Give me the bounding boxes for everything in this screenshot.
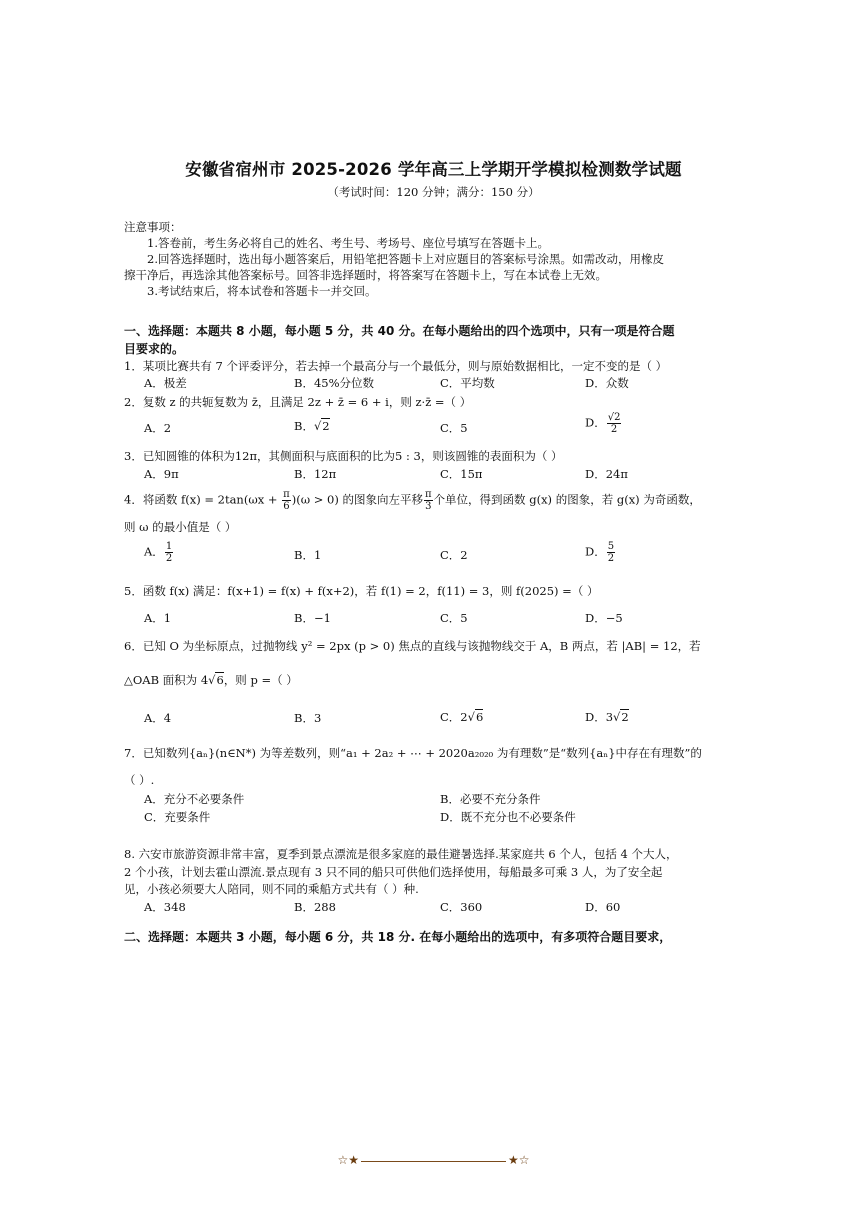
- q6-option-d-radicand: 2: [621, 710, 629, 724]
- q1-option-d: D．众数: [585, 376, 629, 390]
- question-7: 7．已知数列{aₙ}(n∈N*) 为等差数列，则“a₁ + 2a₂ + ⋯ + 2020a₂₀₂₀ 为有理数”是“数列{aₙ}中存在有理数”的: [124, 746, 702, 760]
- fraction-denominator: 2: [165, 553, 173, 564]
- q3-option-c: C．15π: [440, 467, 483, 481]
- question-2: 2．复数 z 的共轭复数为 z̄，且满足 2z + z̄ = 6 + i，则 z·z̄ =（ ）: [124, 395, 472, 409]
- section-2-heading: 二、选择题：本题共 3 小题，每小题 6 分，共 18 分. 在每小题给出的选项中，有多项符合题目要求，: [124, 930, 672, 944]
- q5-option-c: C．5: [440, 611, 468, 625]
- q3-option-a: A．9π: [144, 467, 179, 481]
- question-8-cont-2: 见，小孩必须要大人陪同，则不同的乘船方式共有（ ）种.: [124, 882, 419, 896]
- question-4-cont: 则 ω 的最小值是（ ）: [124, 520, 237, 534]
- fraction-numerator: 1: [165, 541, 173, 552]
- q2-option-d: [585, 412, 622, 435]
- q4-option-d: [585, 541, 616, 564]
- q4-option-a: [144, 541, 174, 564]
- section-1-heading-cont: 目要求的。: [124, 342, 185, 356]
- question-6-cont: △OAB 面积为 4√6，则 p =（ ）: [124, 673, 298, 687]
- question-8: 8. 六安市旅游资源非常丰富，夏季到景点漂流是很多家庭的最佳避暑选择.某家庭共 6 个人，包括 4 个大人，: [124, 847, 678, 861]
- q4-option-d-label: D．: [585, 544, 606, 559]
- q8-option-b: B．288: [294, 900, 336, 914]
- q7-option-d: D．既不充分也不必要条件: [440, 810, 576, 824]
- q4-option-a-label: A．: [144, 544, 164, 559]
- q4-fraction-pi-3: [424, 489, 433, 512]
- q7-option-b: B．必要不充分条件: [440, 792, 541, 806]
- q4-stem-part-1: 4．将函数 f(x) = 2tan(ωx +: [124, 492, 282, 507]
- page-footer-ornament: [0, 1153, 867, 1167]
- q6-option-c-label: C．2: [440, 710, 468, 724]
- fraction-denominator: 6: [283, 501, 290, 512]
- q5-option-b: B．−1: [294, 611, 331, 625]
- q4-option-c: C．2: [440, 548, 468, 562]
- footer-divider-line: [361, 1161, 506, 1162]
- q2-option-d-label: D．: [585, 415, 606, 430]
- q6-option-b: B．3: [294, 711, 322, 725]
- fraction-denominator: 2: [610, 424, 618, 435]
- q6-option-c: C．2√6: [440, 710, 484, 724]
- q6-option-d: D．3√2: [585, 710, 629, 724]
- fraction-numerator: 5: [607, 541, 615, 552]
- q4-option-a-fraction: [165, 541, 173, 564]
- q6-option-a: A．4: [144, 711, 172, 725]
- q5-option-a: A．1: [144, 611, 172, 625]
- q8-option-c: C．360: [440, 900, 483, 914]
- q2-option-a: A．2: [144, 421, 172, 435]
- q2-option-b: B．√2: [294, 419, 330, 433]
- q7-option-a: A．充分不必要条件: [144, 792, 245, 806]
- question-8-cont-1: 2 个小孩，计划去霍山漂流.景点现有 3 只不同的船只可供他们选择使用，每船最多可乘 3 人，为了安全起: [124, 865, 663, 879]
- q1-option-c: C．平均数: [440, 376, 495, 390]
- question-7-cont: （ ）.: [124, 773, 155, 787]
- q4-option-b: B．1: [294, 548, 322, 562]
- q4-stem-part-3: 个单位，得到函数 g(x) 的图象，若 g(x) 为奇函数，: [433, 492, 701, 507]
- fraction-numerator: π: [424, 489, 432, 500]
- star-icon-left: ☆★: [337, 1153, 359, 1167]
- q4-option-d-fraction: [607, 541, 615, 564]
- fraction-denominator: 3: [425, 501, 432, 512]
- q6-option-c-radicand: 6: [475, 710, 484, 724]
- q4-fraction-pi-6: [282, 489, 291, 512]
- fraction-numerator: π: [283, 489, 290, 500]
- question-3: 3．已知圆锥的体积为12π，其侧面积与底面积的比为5 : 3，则该圆锥的表面积为（ ）: [124, 449, 563, 463]
- q6-stem-part-1: △OAB 面积为 4: [124, 673, 209, 687]
- q8-option-a: A．348: [144, 900, 186, 914]
- fraction-numerator: √2: [607, 412, 621, 423]
- q1-option-b: B．45%分位数: [294, 376, 375, 390]
- question-6: 6．已知 O 为坐标原点，过抛物线 y² = 2px (p > 0) 焦点的直线与该抛物线交于 A，B 两点，若 |AB| = 12，若: [124, 639, 701, 653]
- notice-item-1: 1.答卷前，考生务必将自己的姓名、考生号、考场号、座位号填写在答题卡上。: [147, 236, 549, 250]
- q2-option-b-radicand: 2: [322, 419, 330, 433]
- q2-option-b-label: B．: [294, 419, 314, 433]
- q3-option-b: B．12π: [294, 467, 337, 481]
- notice-item-3: 3.考试结束后，将本试卷和答题卡一并交回。: [147, 284, 377, 298]
- notice-item-2: 2.回答选择题时，选出每小题答案后，用铅笔把答题卡上对应题目的答案标号涂黑。如需改动，用橡皮: [147, 252, 664, 266]
- q6-option-d-label: D．3: [585, 710, 614, 724]
- question-4: [124, 489, 701, 512]
- star-icon-right: ★☆: [508, 1153, 530, 1167]
- q3-option-d: D．24π: [585, 467, 628, 481]
- q6-stem-part-2: ，则 p =（ ）: [223, 673, 298, 687]
- q2-option-d-fraction: [607, 412, 622, 435]
- fraction-denominator: 2: [607, 553, 615, 564]
- q1-option-a: A．极差: [144, 376, 187, 390]
- page-title: 安徽省宿州市 2025-2026 学年高三上学期开学模拟检测数学试题: [185, 160, 682, 179]
- q5-option-d: D．−5: [585, 611, 623, 625]
- exam-info: （考试时间：120 分钟；满分：150 分）: [327, 185, 540, 199]
- section-1-heading: 一、选择题：本题共 8 小题，每小题 5 分，共 40 分。在每小题给出的四个选项中，只有一项是符合题: [124, 324, 675, 338]
- question-1: 1．某项比赛共有 7 个评委评分，若去掉一个最高分与一个最低分，则与原始数据相比，一定不变的是（ ）: [124, 359, 668, 373]
- q8-option-d: D．60: [585, 900, 621, 914]
- question-5: 5．函数 f(x) 满足：f(x+1) = f(x) + f(x+2)，若 f(1) = 2，f(11) = 3，则 f(2025) =（ ）: [124, 584, 599, 598]
- q2-option-c: C．5: [440, 421, 468, 435]
- notice-heading: 注意事项：: [124, 220, 182, 234]
- q7-option-c: C．充要条件: [144, 810, 211, 824]
- q4-stem-part-2: )(ω > 0) 的图象向左平移: [291, 492, 423, 507]
- q6-radicand: 6: [216, 673, 224, 687]
- notice-item-2-cont: 擦干净后，再选涂其他答案标号。回答非选择题时，将答案写在答题卡上，写在本试卷上无效。: [124, 268, 607, 282]
